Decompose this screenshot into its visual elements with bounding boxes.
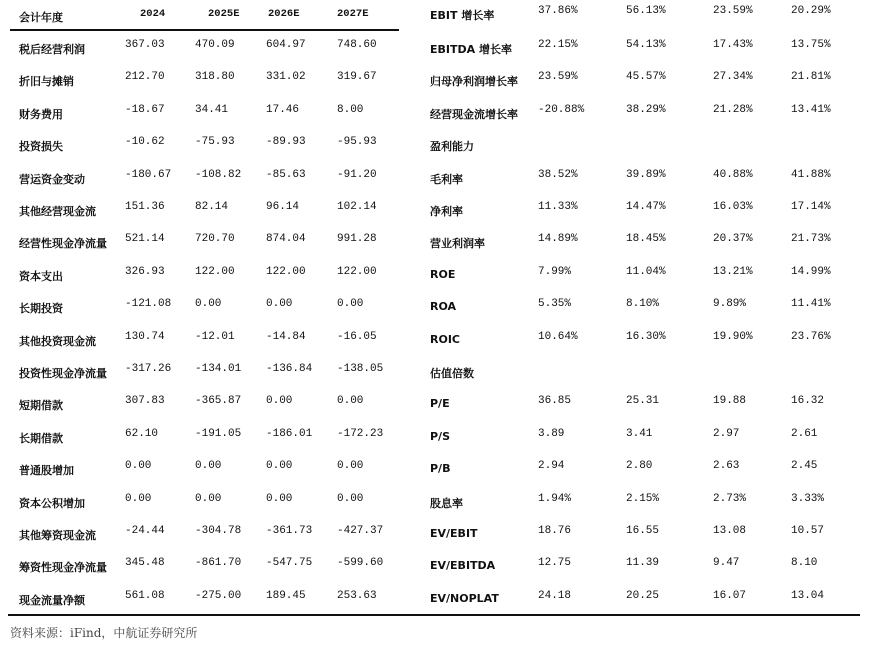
cell-value: 38.52% bbox=[538, 168, 578, 181]
cell-value: 40.88% bbox=[713, 168, 753, 181]
cell-value: 212.70 bbox=[125, 71, 165, 84]
cell-value: 54.13% bbox=[626, 39, 666, 51]
cell-value: 23.59% bbox=[713, 5, 753, 17]
cell-value: 11.33% bbox=[538, 201, 578, 213]
cell-value: -427.37 bbox=[337, 525, 384, 537]
cell-value: 0.00 bbox=[125, 492, 152, 505]
cell-value: 2.45 bbox=[791, 460, 818, 473]
cell-value: 2.61 bbox=[791, 427, 818, 440]
cell-value: 0.00 bbox=[195, 492, 222, 505]
row-label: EBITDA 增长率 bbox=[430, 43, 512, 56]
row-label: 筹资性现金净流量 bbox=[19, 561, 107, 575]
cell-value: 41.88% bbox=[791, 168, 831, 181]
cell-value: 122.00 bbox=[195, 265, 235, 278]
row-label: 资本支出 bbox=[19, 269, 63, 283]
cell-value: 470.09 bbox=[195, 39, 235, 51]
cell-value: 16.03% bbox=[713, 201, 753, 213]
cell-value: 3.33% bbox=[791, 492, 825, 505]
row-label: P/E bbox=[430, 397, 450, 411]
row-label: 归母净利润增长率 bbox=[430, 75, 518, 89]
row-label: 财务费用 bbox=[19, 107, 63, 121]
row-label: P/B bbox=[430, 462, 451, 476]
row-label: 税后经营利润 bbox=[19, 43, 85, 56]
cell-value: -91.20 bbox=[337, 168, 377, 181]
row-label: 经营现金流增长率 bbox=[430, 107, 518, 121]
cell-value: -89.93 bbox=[266, 136, 306, 149]
cell-value: 20.25 bbox=[626, 589, 660, 602]
cell-value: 2025E bbox=[208, 8, 240, 20]
cell-value: 0.00 bbox=[125, 460, 152, 473]
cell-value: 318.80 bbox=[195, 71, 235, 84]
cell-value: 18.76 bbox=[538, 525, 572, 537]
cell-value: 122.00 bbox=[337, 265, 377, 278]
cell-value: 16.55 bbox=[626, 525, 660, 537]
cell-value: 2.80 bbox=[626, 460, 653, 473]
cell-value: 12.75 bbox=[538, 557, 572, 570]
cell-value: 0.00 bbox=[337, 492, 364, 505]
cell-value: -121.08 bbox=[125, 298, 172, 311]
row-label: 长期借款 bbox=[19, 431, 63, 445]
cell-value: 2.73% bbox=[713, 492, 747, 505]
cell-value: 2026E bbox=[268, 8, 300, 20]
cell-value: 11.41% bbox=[791, 298, 831, 311]
row-label: ROIC bbox=[430, 332, 460, 346]
cell-value: -95.93 bbox=[337, 136, 377, 149]
cell-value: 0.00 bbox=[266, 492, 293, 505]
cell-value: 331.02 bbox=[266, 71, 306, 84]
cell-value: 13.04 bbox=[791, 589, 825, 602]
cell-value: 102.14 bbox=[337, 201, 377, 213]
cell-value: 1.94% bbox=[538, 492, 572, 505]
cell-value: 0.00 bbox=[266, 395, 293, 408]
cell-value: 0.00 bbox=[337, 460, 364, 473]
cell-value: 62.10 bbox=[125, 427, 159, 440]
cell-value: 10.64% bbox=[538, 330, 578, 343]
cell-value: 23.59% bbox=[538, 71, 578, 84]
cell-value: 37.86% bbox=[538, 5, 578, 17]
cell-value: 367.03 bbox=[125, 39, 165, 51]
cell-value: 19.90% bbox=[713, 330, 753, 343]
cell-value: 0.00 bbox=[195, 298, 222, 311]
cell-value: 189.45 bbox=[266, 589, 306, 602]
cell-value: 0.00 bbox=[195, 460, 222, 473]
row-label: 估值倍数 bbox=[430, 367, 474, 380]
cell-value: 561.08 bbox=[125, 589, 165, 602]
cell-value: 13.41% bbox=[791, 103, 831, 116]
row-label: EV/EBIT bbox=[430, 527, 478, 540]
cell-value: -275.00 bbox=[195, 589, 242, 602]
row-label: EV/EBITDA bbox=[430, 559, 496, 573]
cell-value: -547.75 bbox=[266, 557, 313, 570]
row-label: ROE bbox=[430, 267, 456, 281]
cell-value: 14.89% bbox=[538, 233, 578, 246]
cell-value: 34.41 bbox=[195, 103, 229, 116]
cell-value: -186.01 bbox=[266, 427, 313, 440]
cell-value: 122.00 bbox=[266, 265, 306, 278]
cell-value: 13.21% bbox=[713, 265, 753, 278]
cell-value: 0.00 bbox=[266, 460, 293, 473]
cell-value: 11.04% bbox=[626, 265, 666, 278]
cell-value: 720.70 bbox=[195, 233, 235, 246]
cell-value: 253.63 bbox=[337, 589, 377, 602]
cell-value: 7.99% bbox=[538, 265, 572, 278]
cell-value: 14.99% bbox=[791, 265, 831, 278]
cell-value: -599.60 bbox=[337, 557, 384, 570]
cell-value: -304.78 bbox=[195, 525, 242, 537]
row-label: 其他投资现金流 bbox=[19, 334, 96, 348]
cell-value: 874.04 bbox=[266, 233, 306, 246]
cell-value: -180.67 bbox=[125, 168, 172, 181]
row-label: 净利率 bbox=[430, 205, 463, 218]
cell-value: 130.74 bbox=[125, 330, 165, 343]
row-label: EBIT 增长率 bbox=[430, 9, 495, 22]
cell-value: -12.01 bbox=[195, 330, 235, 343]
cell-value: 21.73% bbox=[791, 233, 831, 246]
cell-value: 36.85 bbox=[538, 395, 572, 408]
cell-value: 8.00 bbox=[337, 103, 364, 116]
row-label: 营业利润率 bbox=[430, 237, 485, 251]
cell-value: -317.26 bbox=[125, 363, 172, 375]
row-label: 现金流量净额 bbox=[19, 593, 85, 607]
cell-value: -172.23 bbox=[337, 427, 384, 440]
cell-value: 319.67 bbox=[337, 71, 377, 84]
cell-value: 2024 bbox=[140, 8, 166, 20]
cell-value: 22.15% bbox=[538, 39, 578, 51]
row-label: 投资性现金净流量 bbox=[19, 367, 107, 380]
cell-value: -134.01 bbox=[195, 363, 242, 375]
row-label: 折旧与摊销 bbox=[19, 75, 74, 89]
bottom-rule bbox=[8, 614, 860, 616]
header-rule bbox=[10, 29, 399, 31]
cell-value: 17.14% bbox=[791, 201, 831, 213]
cell-value: 56.13% bbox=[626, 5, 666, 17]
row-label: 经营性现金净流量 bbox=[19, 237, 107, 251]
cell-value: 14.47% bbox=[626, 201, 666, 213]
cell-value: 345.48 bbox=[125, 557, 165, 570]
cell-value: -365.87 bbox=[195, 395, 242, 408]
cell-value: 521.14 bbox=[125, 233, 165, 246]
cell-value: 20.37% bbox=[713, 233, 753, 246]
cell-value: 8.10% bbox=[626, 298, 660, 311]
cell-value: 0.00 bbox=[266, 298, 293, 311]
row-label: 普通股增加 bbox=[19, 464, 74, 478]
row-label: 资本公积增加 bbox=[19, 496, 85, 510]
cell-value: 748.60 bbox=[337, 39, 377, 51]
cell-value: 13.75% bbox=[791, 39, 831, 51]
cell-value: 96.14 bbox=[266, 201, 300, 213]
row-label: 股息率 bbox=[430, 496, 463, 510]
cell-value: -108.82 bbox=[195, 168, 242, 181]
cell-value: -861.70 bbox=[195, 557, 242, 570]
cell-value: 3.89 bbox=[538, 427, 565, 440]
cell-value: 21.28% bbox=[713, 103, 753, 116]
cell-value: 2.15% bbox=[626, 492, 660, 505]
cell-value: 17.46 bbox=[266, 103, 300, 116]
source-note: 资料来源：iFind，中航证券研究所 bbox=[10, 626, 198, 640]
cell-value: 0.00 bbox=[337, 298, 364, 311]
cell-value: 307.83 bbox=[125, 395, 165, 408]
row-label: 毛利率 bbox=[430, 172, 463, 186]
cell-value: 13.08 bbox=[713, 525, 747, 537]
cell-value: 3.41 bbox=[626, 427, 653, 440]
cell-value: -138.05 bbox=[337, 363, 384, 375]
cell-value: -10.62 bbox=[125, 136, 165, 149]
cell-value: -75.93 bbox=[195, 136, 235, 149]
row-label: P/S bbox=[430, 429, 451, 443]
cell-value: 8.10 bbox=[791, 557, 818, 570]
cell-value: 24.18 bbox=[538, 589, 572, 602]
cell-value: -191.05 bbox=[195, 427, 242, 440]
cell-value: 2.94 bbox=[538, 460, 565, 473]
cell-value: 991.28 bbox=[337, 233, 377, 246]
cell-value: 9.89% bbox=[713, 298, 747, 311]
cell-value: 19.88 bbox=[713, 395, 747, 408]
cell-value: -14.84 bbox=[266, 330, 306, 343]
row-label: EV/NOPLAT bbox=[430, 591, 499, 605]
cell-value: 0.00 bbox=[337, 395, 364, 408]
row-label: 营运资金变动 bbox=[19, 172, 85, 186]
cell-value: -20.88% bbox=[538, 103, 585, 116]
row-label: 长期投资 bbox=[19, 302, 63, 316]
cell-value: 604.97 bbox=[266, 39, 306, 51]
cell-value: 151.36 bbox=[125, 201, 165, 213]
cell-value: 5.35% bbox=[538, 298, 572, 311]
cell-value: 17.43% bbox=[713, 39, 753, 51]
cell-value: 11.39 bbox=[626, 557, 660, 570]
cell-value: 2027E bbox=[337, 8, 369, 20]
row-label: 会计年度 bbox=[19, 11, 63, 24]
cell-value: 2.97 bbox=[713, 427, 740, 440]
cell-value: 20.29% bbox=[791, 5, 831, 17]
cell-value: -85.63 bbox=[266, 168, 306, 181]
cell-value: 326.93 bbox=[125, 265, 165, 278]
cell-value: 18.45% bbox=[626, 233, 666, 246]
cell-value: 23.76% bbox=[791, 330, 831, 343]
cell-value: 25.31 bbox=[626, 395, 660, 408]
row-label: 短期借款 bbox=[19, 399, 63, 413]
row-label: 其他经营现金流 bbox=[19, 205, 96, 218]
cell-value: 16.30% bbox=[626, 330, 666, 343]
cell-value: -136.84 bbox=[266, 363, 313, 375]
row-label: ROA bbox=[430, 300, 457, 314]
cell-value: 21.81% bbox=[791, 71, 831, 84]
row-label: 投资损失 bbox=[19, 140, 63, 154]
cell-value: 27.34% bbox=[713, 71, 753, 84]
cell-value: 10.57 bbox=[791, 525, 825, 537]
row-label: 其他筹资现金流 bbox=[19, 529, 96, 542]
cell-value: 9.47 bbox=[713, 557, 740, 570]
cell-value: 39.89% bbox=[626, 168, 666, 181]
row-label: 盈利能力 bbox=[430, 140, 474, 154]
cell-value: -16.05 bbox=[337, 330, 377, 343]
cell-value: -361.73 bbox=[266, 525, 313, 537]
cell-value: 2.63 bbox=[713, 460, 740, 473]
cell-value: -24.44 bbox=[125, 525, 165, 537]
cell-value: 16.07 bbox=[713, 589, 747, 602]
cell-value: 82.14 bbox=[195, 201, 229, 213]
cell-value: 45.57% bbox=[626, 71, 666, 84]
cell-value: 38.29% bbox=[626, 103, 666, 116]
cell-value: -18.67 bbox=[125, 103, 165, 116]
cell-value: 16.32 bbox=[791, 395, 825, 408]
